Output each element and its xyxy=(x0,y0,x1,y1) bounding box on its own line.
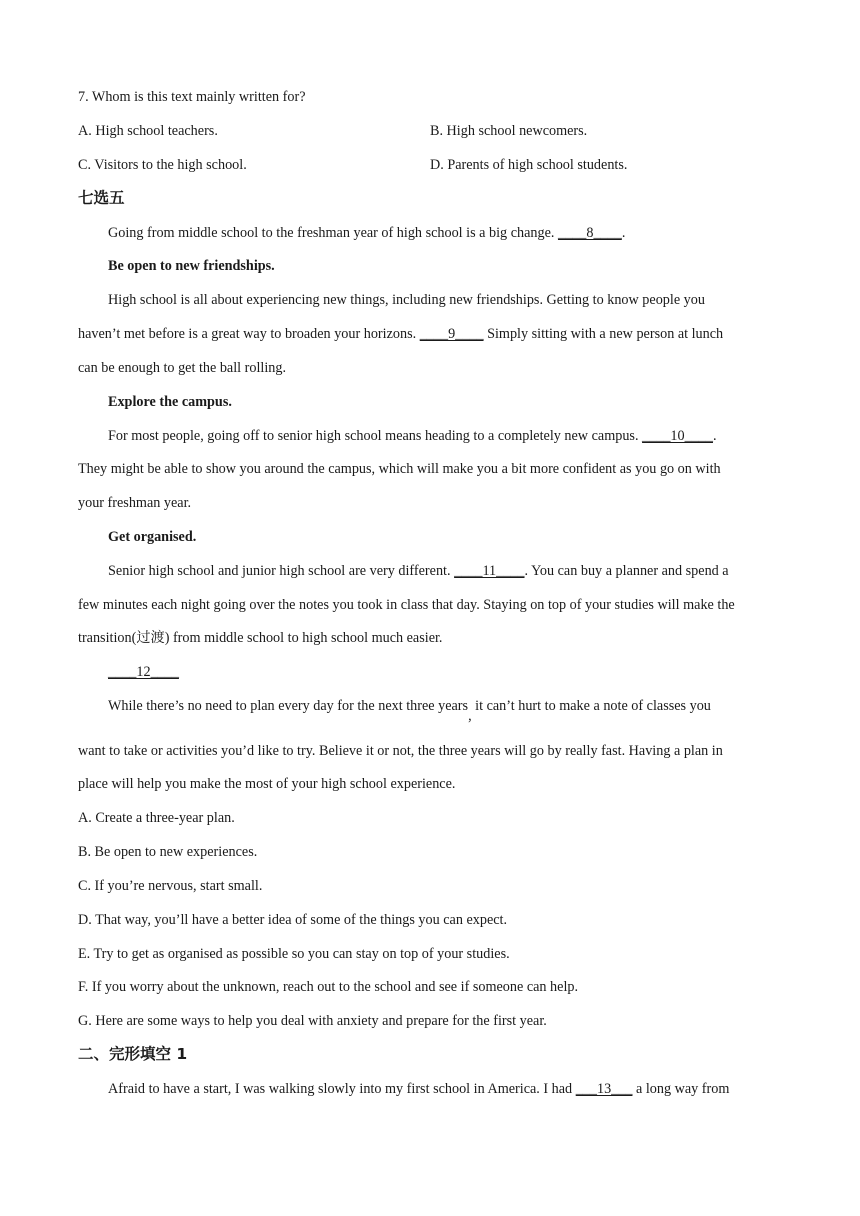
paragraph-text: Senior high school and junior high school are very different. xyxy=(108,563,455,579)
q7-option-c: C. Visitors to the high school. xyxy=(78,157,247,173)
question-7-stem: 7. Whom is this text mainly written for? xyxy=(78,89,306,105)
subheading-organised: Get organised. xyxy=(108,529,197,545)
paragraph-text: . You can buy a planner and spend a xyxy=(524,563,729,579)
section-heading-cloze: 二、完形填空 1 xyxy=(78,1045,188,1063)
paragraph-text: While there’s no need to plan every day for the next three years xyxy=(108,698,469,714)
option-d: D. That way, you’ll have a better idea of some of the things you can expect. xyxy=(78,912,508,928)
option-f: F. If you worry about the unknown, reach out to the school and see if someone can help. xyxy=(78,979,579,995)
paragraph-text: Simply sitting with a new person at lunch xyxy=(483,326,724,342)
paragraph-line: can be enough to get the ball rolling. xyxy=(78,360,287,376)
section-heading-seven-choose-five: 七选五 xyxy=(78,189,125,207)
paragraph-text: . xyxy=(621,225,626,241)
paragraph-line: place will help you make the most of your high school experience. xyxy=(78,776,456,792)
q7-option-a: A. High school teachers. xyxy=(78,123,218,139)
paragraph-line xyxy=(108,562,729,580)
subheading-campus: Explore the campus. xyxy=(108,394,232,410)
paragraph-line: your freshman year. xyxy=(78,495,192,511)
option-b: B. Be open to new experiences. xyxy=(78,844,258,860)
paragraph-line: transition(过渡) from middle school to high school much easier. xyxy=(78,630,443,646)
paragraph-comma: , xyxy=(468,708,472,724)
paragraph-text: . xyxy=(712,428,717,444)
paragraph-line: High school is all about experiencing new things, including new friendships. Getting to know people you xyxy=(108,292,705,308)
paragraph-text: Afraid to have a start, I was walking slowly into my first school in America. I had xyxy=(108,1081,576,1097)
blank-10: ____10____ xyxy=(642,428,713,444)
paragraph-line xyxy=(108,697,711,724)
blank-8: ____8____ xyxy=(557,225,622,241)
blank-13: ___13___ xyxy=(575,1081,633,1097)
paragraph-line: want to take or activities you’d like to try. Believe it or not, the three years will go by really fast. Having a plan in xyxy=(78,743,723,759)
paragraph-text: a long way from xyxy=(632,1081,730,1097)
paragraph-line xyxy=(108,427,717,445)
paragraph-text: haven’t met before is a great way to broaden your horizons. xyxy=(78,326,420,342)
paragraph-text: it can’t hurt to make a note of classes you xyxy=(471,698,711,714)
option-g: G. Here are some ways to help you deal with anxiety and prepare for the first year. xyxy=(78,1013,547,1029)
subheading-friendships: Be open to new friendships. xyxy=(108,258,275,274)
paragraph-line: They might be able to show you around the campus, which will make you a bit more confident as you go on with xyxy=(78,461,721,477)
option-c: C. If you’re nervous, start small. xyxy=(78,878,263,894)
blank-12: ____12____ xyxy=(108,664,179,680)
q7-option-b: B. High school newcomers. xyxy=(430,123,588,139)
paragraph-line xyxy=(78,325,723,343)
paragraph-line: few minutes each night going over the notes you took in class that day. Staying on top of your studies will make the xyxy=(78,597,735,613)
option-e: E. Try to get as organised as possible so you can stay on top of your studies. xyxy=(78,946,510,962)
paragraph-text: Going from middle school to the freshman year of high school is a big change. xyxy=(108,225,558,241)
blank-9: ____9____ xyxy=(419,326,484,342)
paragraph-intro xyxy=(108,224,625,242)
paragraph-text: For most people, going off to senior high school means heading to a completely new campus. xyxy=(108,428,643,444)
blank-11: ____11____ xyxy=(454,563,525,579)
option-a: A. Create a three-year plan. xyxy=(78,810,235,826)
paragraph-line xyxy=(108,1080,729,1098)
q7-option-d: D. Parents of high school students. xyxy=(430,157,628,173)
